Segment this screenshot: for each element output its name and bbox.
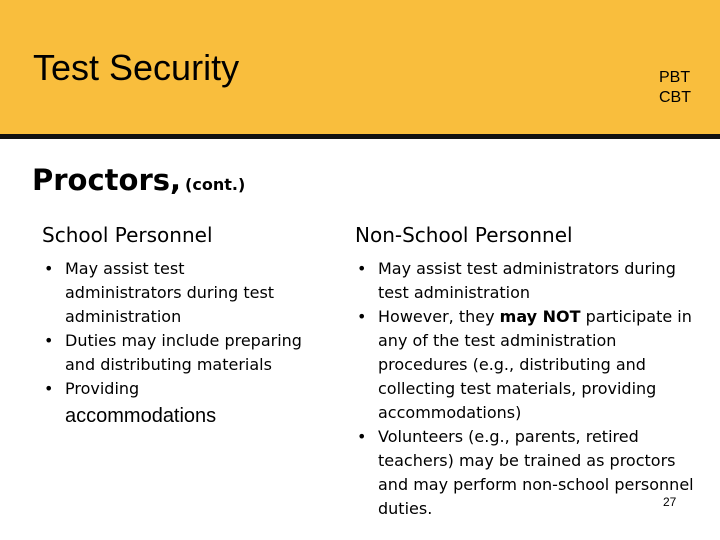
non-school-bullet-1: May assist test administrators during test administration bbox=[378, 259, 676, 302]
school-personnel-heading: School Personnel bbox=[42, 223, 213, 247]
list-item bbox=[42, 329, 302, 377]
tag-pbt: PBT bbox=[659, 69, 691, 86]
non-school-bullet-2-pre: However, they bbox=[378, 307, 495, 326]
non-school-personnel-list bbox=[355, 257, 710, 521]
slide-title: Test Security bbox=[33, 47, 240, 88]
test-type-tags bbox=[659, 68, 691, 108]
school-personnel-list bbox=[42, 257, 302, 429]
section-heading bbox=[32, 163, 245, 202]
school-personnel-column bbox=[42, 222, 302, 429]
school-bullet-3-large: accommodations bbox=[65, 405, 217, 427]
list-item bbox=[355, 425, 710, 521]
list-item bbox=[42, 377, 302, 429]
list-item bbox=[42, 257, 302, 329]
non-school-bullet-2-emphasis: may NOT bbox=[499, 307, 581, 326]
school-bullet-1: May assist test administrators during test administration bbox=[65, 259, 275, 326]
list-item bbox=[355, 257, 710, 305]
list-item bbox=[355, 305, 710, 425]
non-school-bullet-2-post: participate in any of the test administration procedures (e.g., distributing and collecting test materials, providing accommodations) bbox=[378, 307, 692, 422]
tag-cbt: CBT bbox=[659, 89, 691, 106]
non-school-personnel-heading: Non-School Personnel bbox=[355, 223, 573, 247]
section-heading-suffix: (cont.) bbox=[185, 175, 246, 194]
banner-divider bbox=[0, 134, 720, 139]
non-school-personnel-column bbox=[355, 222, 710, 521]
page-number: 27 bbox=[663, 495, 677, 509]
section-heading-text: Proctors, bbox=[32, 163, 182, 197]
school-bullet-3: Providing bbox=[65, 379, 140, 398]
non-school-bullet-3: Volunteers (e.g., parents, retired teachers) may be trained as proctors and may perform non-school personnel duties. bbox=[378, 427, 694, 518]
school-bullet-2: Duties may include preparing and distributing materials bbox=[65, 331, 302, 374]
